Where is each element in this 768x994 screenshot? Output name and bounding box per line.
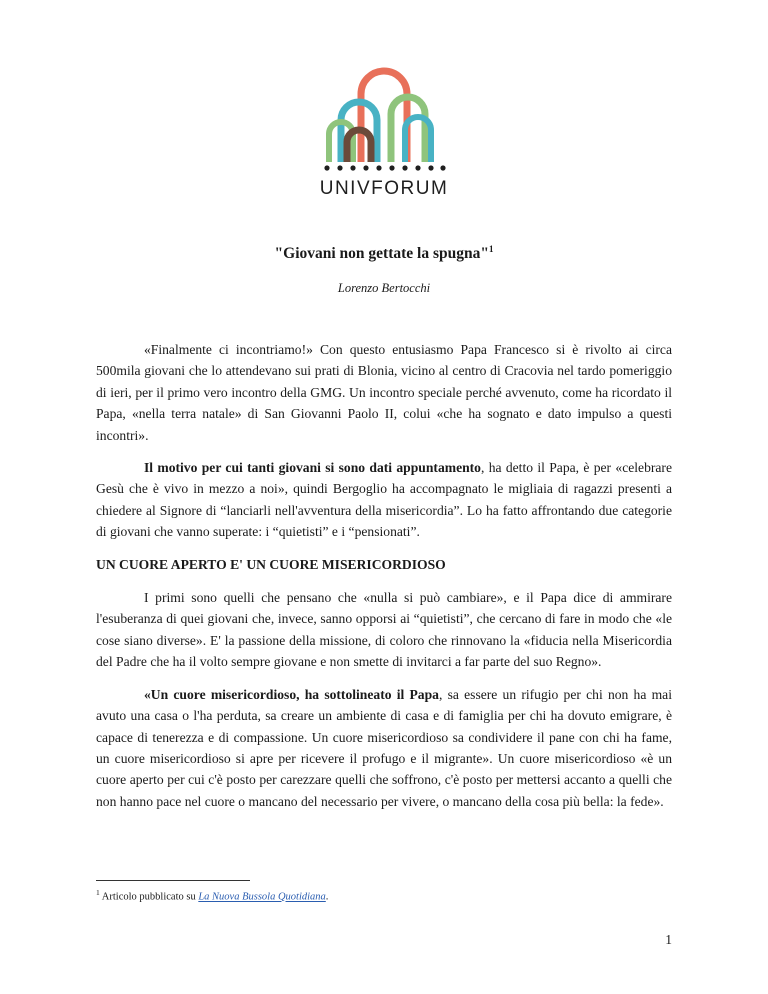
footnote-separator bbox=[96, 880, 250, 881]
paragraph-2-lead: Il motivo per cui tanti giovani si sono dati appuntamento bbox=[144, 460, 481, 476]
footnote-end: . bbox=[325, 891, 329, 903]
footnote-ref[interactable]: 1 bbox=[488, 244, 494, 254]
paragraph-1: «Finalmente ci incontriamo!» Con questo entusiasmo Papa Francesco si è rivolto ai circa 500mila giovani che lo attendevano sui prati di Blonia, vicino al centro di Cracovia nel tardo pomeriggio di ieri, per il primo vero incontro della GMG. Un incontro speciale perché avvenuto, come ha ricordato il Papa, «nella terra natale» di San Giovanni Paolo II, colui «che ha sognato e dato impulso a questi incontri». bbox=[96, 342, 672, 443]
paragraph-3: I primi sono quelli che pensano che «nulla si può cambiare», e il Papa dice di ammirare l'esuberanza di quei giovani che, invece, sanno opporsi ai “quietisti”, che cercano di fare in modo che «le cose siano diverse». E' la passione della missione, di coloro che rinnovano la «fiducia nella Misericordia del Padre che ha il volto sempre giovane e non smette di invitarci a far parte del suo Regno». bbox=[96, 590, 672, 670]
logo-wordmark: UNIVFORUM bbox=[319, 178, 449, 199]
article-title bbox=[0, 244, 768, 263]
paragraph-4-lead: «Un cuore misericordioso, ha sottolineato il Papa bbox=[144, 686, 439, 702]
article-body bbox=[96, 339, 672, 823]
footnote-link[interactable]: La Nuova Bussola Quotidiana bbox=[198, 891, 326, 903]
univforum-logo-arches bbox=[319, 62, 449, 172]
paragraph-4 bbox=[96, 684, 672, 812]
univforum-logo bbox=[0, 62, 768, 199]
footnote-number: 1 bbox=[96, 888, 100, 897]
paragraph-4-text: , sa essere un rifugio per chi non ha mai avuto una casa o l'ha perduta, sa creare un ambiente di casa e di famiglia per chi ha dovuto emigrare, è capace di tenerezza e di compassione. Un cuore misericordioso sa condividere il pane con chi ha fame, un cuore misericordioso si apre per ricevere il profugo e il migrante». Un cuore misericordioso «è un cuore aperto per cui c'è posto per carezzare quelli che soffrono, c'è posto per mettersi accanto a quelli che non hanno pace nel cuore o mancano del necessario per vivere, o mancano della cosa più bella: la fede». bbox=[96, 686, 672, 809]
author-name: Lorenzo Bertocchi bbox=[337, 281, 431, 295]
footnote-text: Articolo pubblicato su bbox=[101, 891, 199, 903]
title-text: "Giovani non gettate la spugna" bbox=[274, 245, 489, 263]
paragraph-2-text: , ha detto il Papa, è per «celebrare Gesù che è vivo in mezzo a noi», quindi Bergoglio ha accompagnato le migliaia di ragazzi presenti a chiedere al Signore di “lanciarli nell'avventura della misericordia”. Lo ha fatto affrontando due categorie di giovani che vanno superate: i “quietisti” e i “pensionati”. bbox=[96, 460, 672, 540]
page-number: 1 bbox=[665, 932, 672, 947]
section-heading: UN CUORE APERTO E' UN CUORE MISERICORDIOSO bbox=[96, 556, 446, 572]
paragraph-2 bbox=[96, 457, 672, 543]
footnote bbox=[96, 888, 328, 903]
